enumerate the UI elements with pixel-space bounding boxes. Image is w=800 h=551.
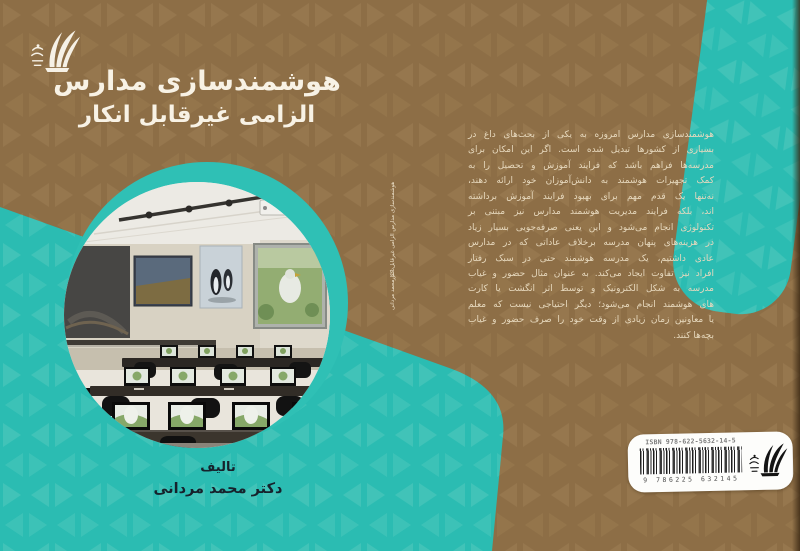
back-text-line: های هوشمند انجام می‌شود؛ دیگر احتیاجی نیست که معلم [468,299,714,310]
back-text-line: بسیاری از کشورها تبدیل شده است. اگر این امکان برای [468,145,714,156]
front-title-line2: الزامی غیرقابل انکار [78,102,316,128]
back-text-line: تکنولوژی انجام می‌شود و این یعنی صرفه‌جویی بسیار زیاد [468,222,714,233]
barcode-number: 9 786225 632145 [643,474,740,485]
back-cover-text [468,128,714,344]
back-text-line: مدرسه به شکل الکترونیک و توسط اثر انگشت یا کارت [468,284,714,295]
back-text-line: کمک تجهیزات هوشمند به دانش‌آموزان خود ارائه دهند، [468,176,714,187]
back-text-line: یا معاونین زمان زیادی از وقت خود را صرف حضور و غیاب [468,315,714,326]
back-text-line: اند، بلکه فرایند مدیریت هوشمند مدارس نیز مبتنی بر [468,207,714,218]
back-text-line: عادی داشتیم، یک مدرسه هوشمند حتی در سبک رفتار [468,253,714,264]
back-text-line: نه‌تنها یک قدم مهم برای بهبود فرایند آموزش برداشته [468,191,714,202]
byline-label: تالیف [200,460,236,475]
classroom-photo-circle [64,182,330,448]
publisher-logo-barcode-icon [747,437,790,482]
barcode-sticker [627,431,793,492]
back-text-line: هوشمندسازی مدارس امروزه به یکی از بحث‌های داغ در [468,130,714,140]
spine-title: هوشمندسازی مدارس الزامی غیرقابل انکار [390,181,396,281]
front-title [30,64,364,130]
byline [118,458,318,500]
back-text-line: در هزینه‌های پنهان مدرسه برخلاف عاداتی که در مدارس [468,238,714,249]
wall-art-dark [64,246,130,338]
isbn-text: ISBN 978-622-5632-14-5 [645,436,736,447]
back-text-line: مدرسه‌ها فراهم باشد که فرایند آموزش و تحصیل را به [468,160,714,171]
wall-art-landscape [134,256,192,306]
byline-author-name: دکتر محمد مردانی [153,481,283,497]
cover-edge-shadow [792,0,800,551]
spine-author: دکتر محمد مردانی [390,268,396,310]
back-text-line: افراد نیز تفاوت ایجاد می‌کند. به عنوان مثال حضور و غیاب [468,268,714,279]
classroom-photo [64,182,330,448]
back-text-line: بچه‌ها کنند. [673,330,714,341]
projection-screen [254,244,326,328]
barcode [640,446,743,474]
front-title-line1: هوشمندسازی مدارس [53,66,341,97]
wall-art-penguins [200,246,242,308]
